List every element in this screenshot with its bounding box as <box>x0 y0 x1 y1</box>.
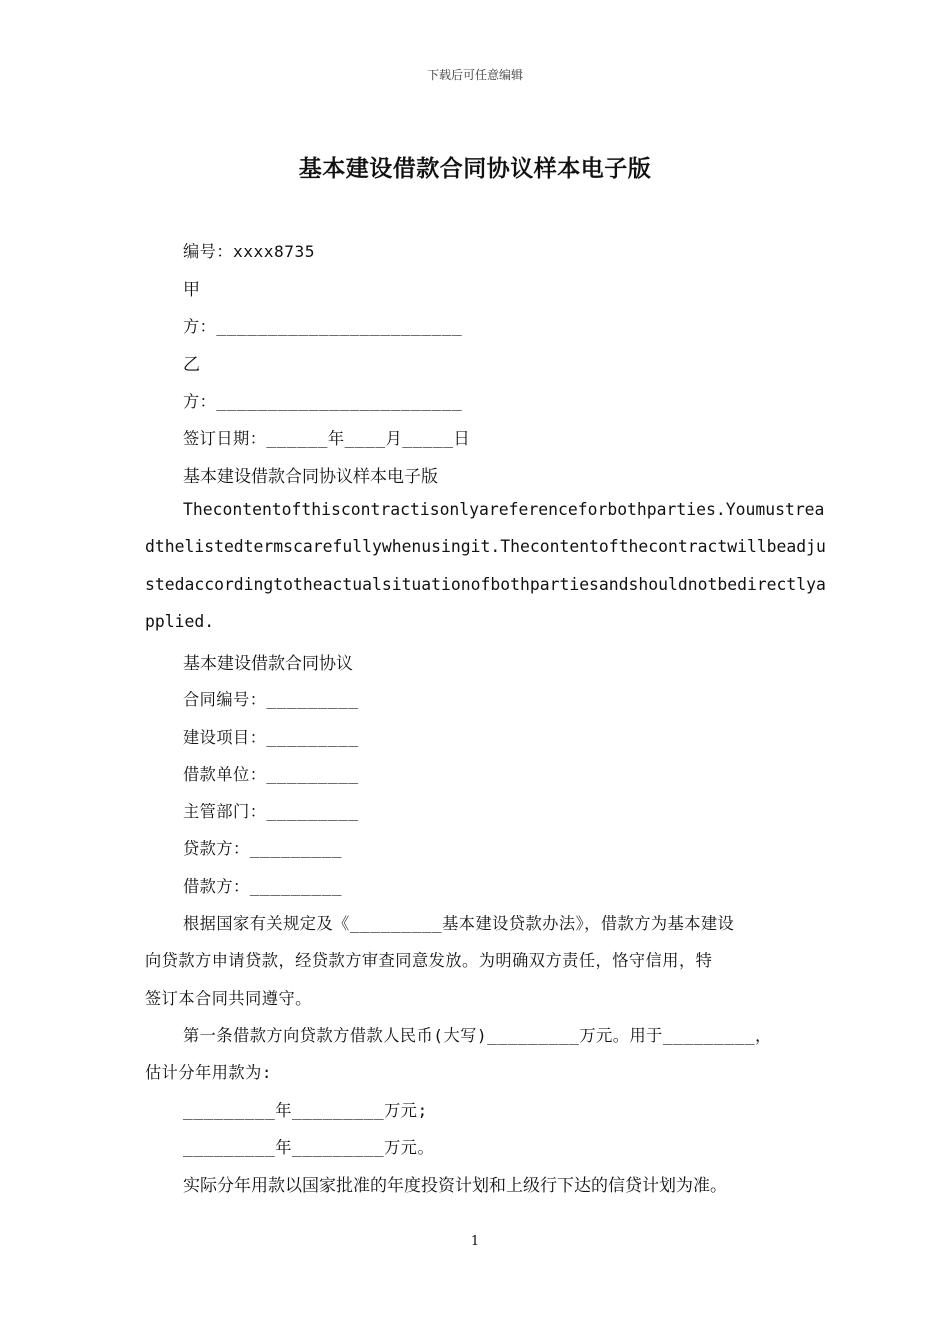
header-note: 下载后可任意编辑 <box>426 68 523 82</box>
party-a-label: 甲 <box>183 280 200 300</box>
borrower-unit-field: 借款单位：_________ <box>183 765 359 784</box>
english-paragraph-line: dthelistedtermscarefullywhenusingit.Thecontentofthecontractwillbeadju <box>145 537 826 556</box>
english-paragraph-line: stedaccordingtotheactualsituationofbothpartiesandshouldnotbedirectlya <box>145 575 826 594</box>
section-heading: 基本建设借款合同协议 <box>183 654 353 674</box>
document-title: 基本建设借款合同协议样本电子版 <box>298 155 652 182</box>
body-paragraph-line: 实际分年用款以国家批准的年度投资计划和上级行下达的信贷计划为准。 <box>183 1176 727 1196</box>
body-paragraph-line: 向贷款方申请贷款，经贷款方审查同意发放。为明确双方责任，恪守信用，特 <box>145 951 713 970</box>
party-a-field: 方：________________________ <box>183 317 463 336</box>
project-field: 建设项目：_________ <box>183 728 359 747</box>
annual-amount-line: _________年_________万元; <box>183 1101 428 1120</box>
borrower-field: 借款方：_________ <box>183 877 342 896</box>
page-number: 1 <box>470 1234 480 1249</box>
article-one-line: 估计分年用款为: <box>145 1063 273 1082</box>
contract-id-field: 合同编号：_________ <box>183 690 359 709</box>
party-b-field: 方：________________________ <box>183 392 463 411</box>
body-paragraph-line: 签订本合同共同遵守。 <box>145 989 312 1008</box>
article-one-line: 第一条借款方向贷款方借款人民币(大写)_________万元。用于_________， <box>183 1026 772 1045</box>
english-paragraph-line: pplied. <box>145 612 215 631</box>
subtitle-line: 基本建设借款合同协议样本电子版 <box>183 467 438 487</box>
annual-amount-line: _________年_________万元。 <box>183 1138 435 1157</box>
party-b-label: 乙 <box>183 355 200 375</box>
body-paragraph-line: 根据国家有关规定及《_________基本建设贷款办法》，借款方为基本建设 <box>183 914 735 933</box>
lender-field: 贷款方：_________ <box>183 839 342 858</box>
english-paragraph-line: Thecontentofthiscontractisonlyareferenceforbothparties.Youmustrea <box>183 500 825 519</box>
sign-date-line: 签订日期：______年____月_____日 <box>183 429 471 448</box>
contract-number-line: 编号：xxxx8735 <box>183 242 316 261</box>
department-field: 主管部门：_________ <box>183 802 359 821</box>
